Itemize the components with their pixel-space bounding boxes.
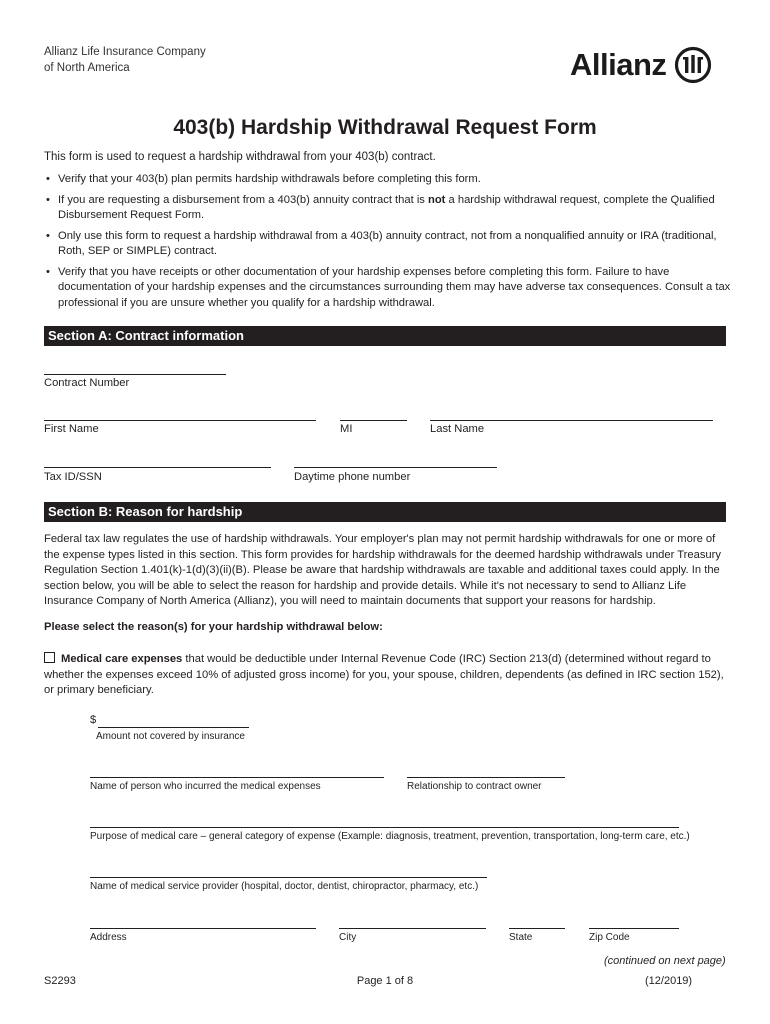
company-line-1: Allianz Life Insurance Company <box>44 46 206 58</box>
provider-label: Name of medical service provider (hospital, doctor, dentist, chiropractor, pharmacy, etc.) <box>90 881 479 892</box>
purpose-field[interactable] <box>90 827 679 828</box>
phone-label: Daytime phone number <box>294 471 411 483</box>
mi-label: MI <box>340 423 353 435</box>
form-title: 403(b) Hardship Withdrawal Request Form <box>173 116 597 139</box>
company-name <box>44 44 206 76</box>
allianz-logo <box>570 46 712 84</box>
instruction-item: • Verify that you have receipts or other documentation of your hardship expenses before completing this form. Failure to have documentation of your hardship expenses and the circumstances surrounding them may have adverse tax consequences. Consult a tax professional if you are unsure whether you qualify for a hardship withdrawal. <box>44 265 734 312</box>
phone-field[interactable] <box>294 467 497 468</box>
medical-expenses-option <box>44 652 724 699</box>
address-field[interactable] <box>90 928 316 929</box>
form-code: S2293 <box>44 975 76 987</box>
instruction-item: • Only use this form to request a hardship withdrawal from a 403(b) annuity contract, not from a nonqualified annuity or IRA (traditional, Roth, SEP or SIMPLE) contract. <box>44 229 734 260</box>
continued-note: (continued on next page) <box>604 955 726 967</box>
person-name-field[interactable] <box>90 777 384 778</box>
medical-expenses-checkbox[interactable] <box>44 652 55 663</box>
person-name-label: Name of person who incurred the medical expenses <box>90 781 321 792</box>
medical-expenses-title: Medical care expenses <box>61 653 183 665</box>
first-name-label: First Name <box>44 423 99 435</box>
reason-prompt: Please select the reason(s) for your hardship withdrawal below: <box>44 621 383 633</box>
zip-label: Zip Code <box>589 932 630 943</box>
relationship-label: Relationship to contract owner <box>407 781 542 792</box>
section-b-paragraph: Federal tax law regulates the use of hardship withdrawals. Your employer's plan may not permit hardship withdrawals for one or more of the expense types listed in this section. This form provides for hardship withdrawals for the deemed hardship withdrawals under Treasury Regulation Section 1.401(k)-1(d)(3)(ii)(B). Please be aware that hardship withdrawals are taxable and additional taxes could apply. In the section below, you will be able to select the reason for hardship and provide details. While it's not necessary to send to Allianz Life Insurance Company of North America (Allianz), you will need to maintain documents that support your reasons for hardship. <box>44 533 721 607</box>
tax-id-label: Tax ID/SSN <box>44 471 102 483</box>
company-line-2: of North America <box>44 62 130 74</box>
city-field[interactable] <box>339 928 486 929</box>
last-name-label: Last Name <box>430 423 485 435</box>
medical-expenses-description: that would be deductible under Internal Revenue Code (IRC) Section 213(d) (determined without regard to whether the expenses exceed 10% of adjusted gross income) for you, your spouse, children, dependents (as defined in IRC section 152), or primary beneficiary. <box>44 653 724 696</box>
last-name-field[interactable] <box>430 420 713 421</box>
zip-field[interactable] <box>589 928 679 929</box>
allianz-eagle-icon <box>674 46 712 84</box>
dollar-sign: $ <box>90 714 97 726</box>
address-label: Address <box>90 932 127 943</box>
contract-number-field[interactable] <box>44 374 226 375</box>
amount-label: Amount not covered by insurance <box>96 731 245 742</box>
instruction-item: • Verify that your 403(b) plan permits hardship withdrawals before completing this form. <box>44 172 734 188</box>
amount-field[interactable] <box>98 727 249 728</box>
tax-id-field[interactable] <box>44 467 271 468</box>
section-a-heading: Section A: Contract information <box>44 326 726 346</box>
intro-text: This form is used to request a hardship withdrawal from your 403(b) contract. <box>44 151 436 163</box>
relationship-field[interactable] <box>407 777 565 778</box>
first-name-field[interactable] <box>44 420 316 421</box>
state-label: State <box>509 932 533 943</box>
state-field[interactable] <box>509 928 565 929</box>
instruction-list <box>44 172 734 316</box>
contract-number-label: Contract Number <box>44 377 130 389</box>
purpose-label: Purpose of medical care – general category of expense (Example: diagnosis, treatment, prevention, transportation, long-term care, etc.) <box>90 831 690 842</box>
mi-field[interactable] <box>340 420 407 421</box>
provider-field[interactable] <box>90 877 487 878</box>
instruction-item: • If you are requesting a disbursement from a 403(b) annuity contract that is not a hardship withdrawal request, complete the Qualified Disbursement Request Form. <box>44 193 734 224</box>
section-b-heading: Section B: Reason for hardship <box>44 502 726 522</box>
logo-wordmark: Allianz <box>570 47 667 82</box>
city-label: City <box>339 932 357 943</box>
form-date: (12/2019) <box>645 975 693 987</box>
page-number: Page 1 of 8 <box>356 975 414 987</box>
